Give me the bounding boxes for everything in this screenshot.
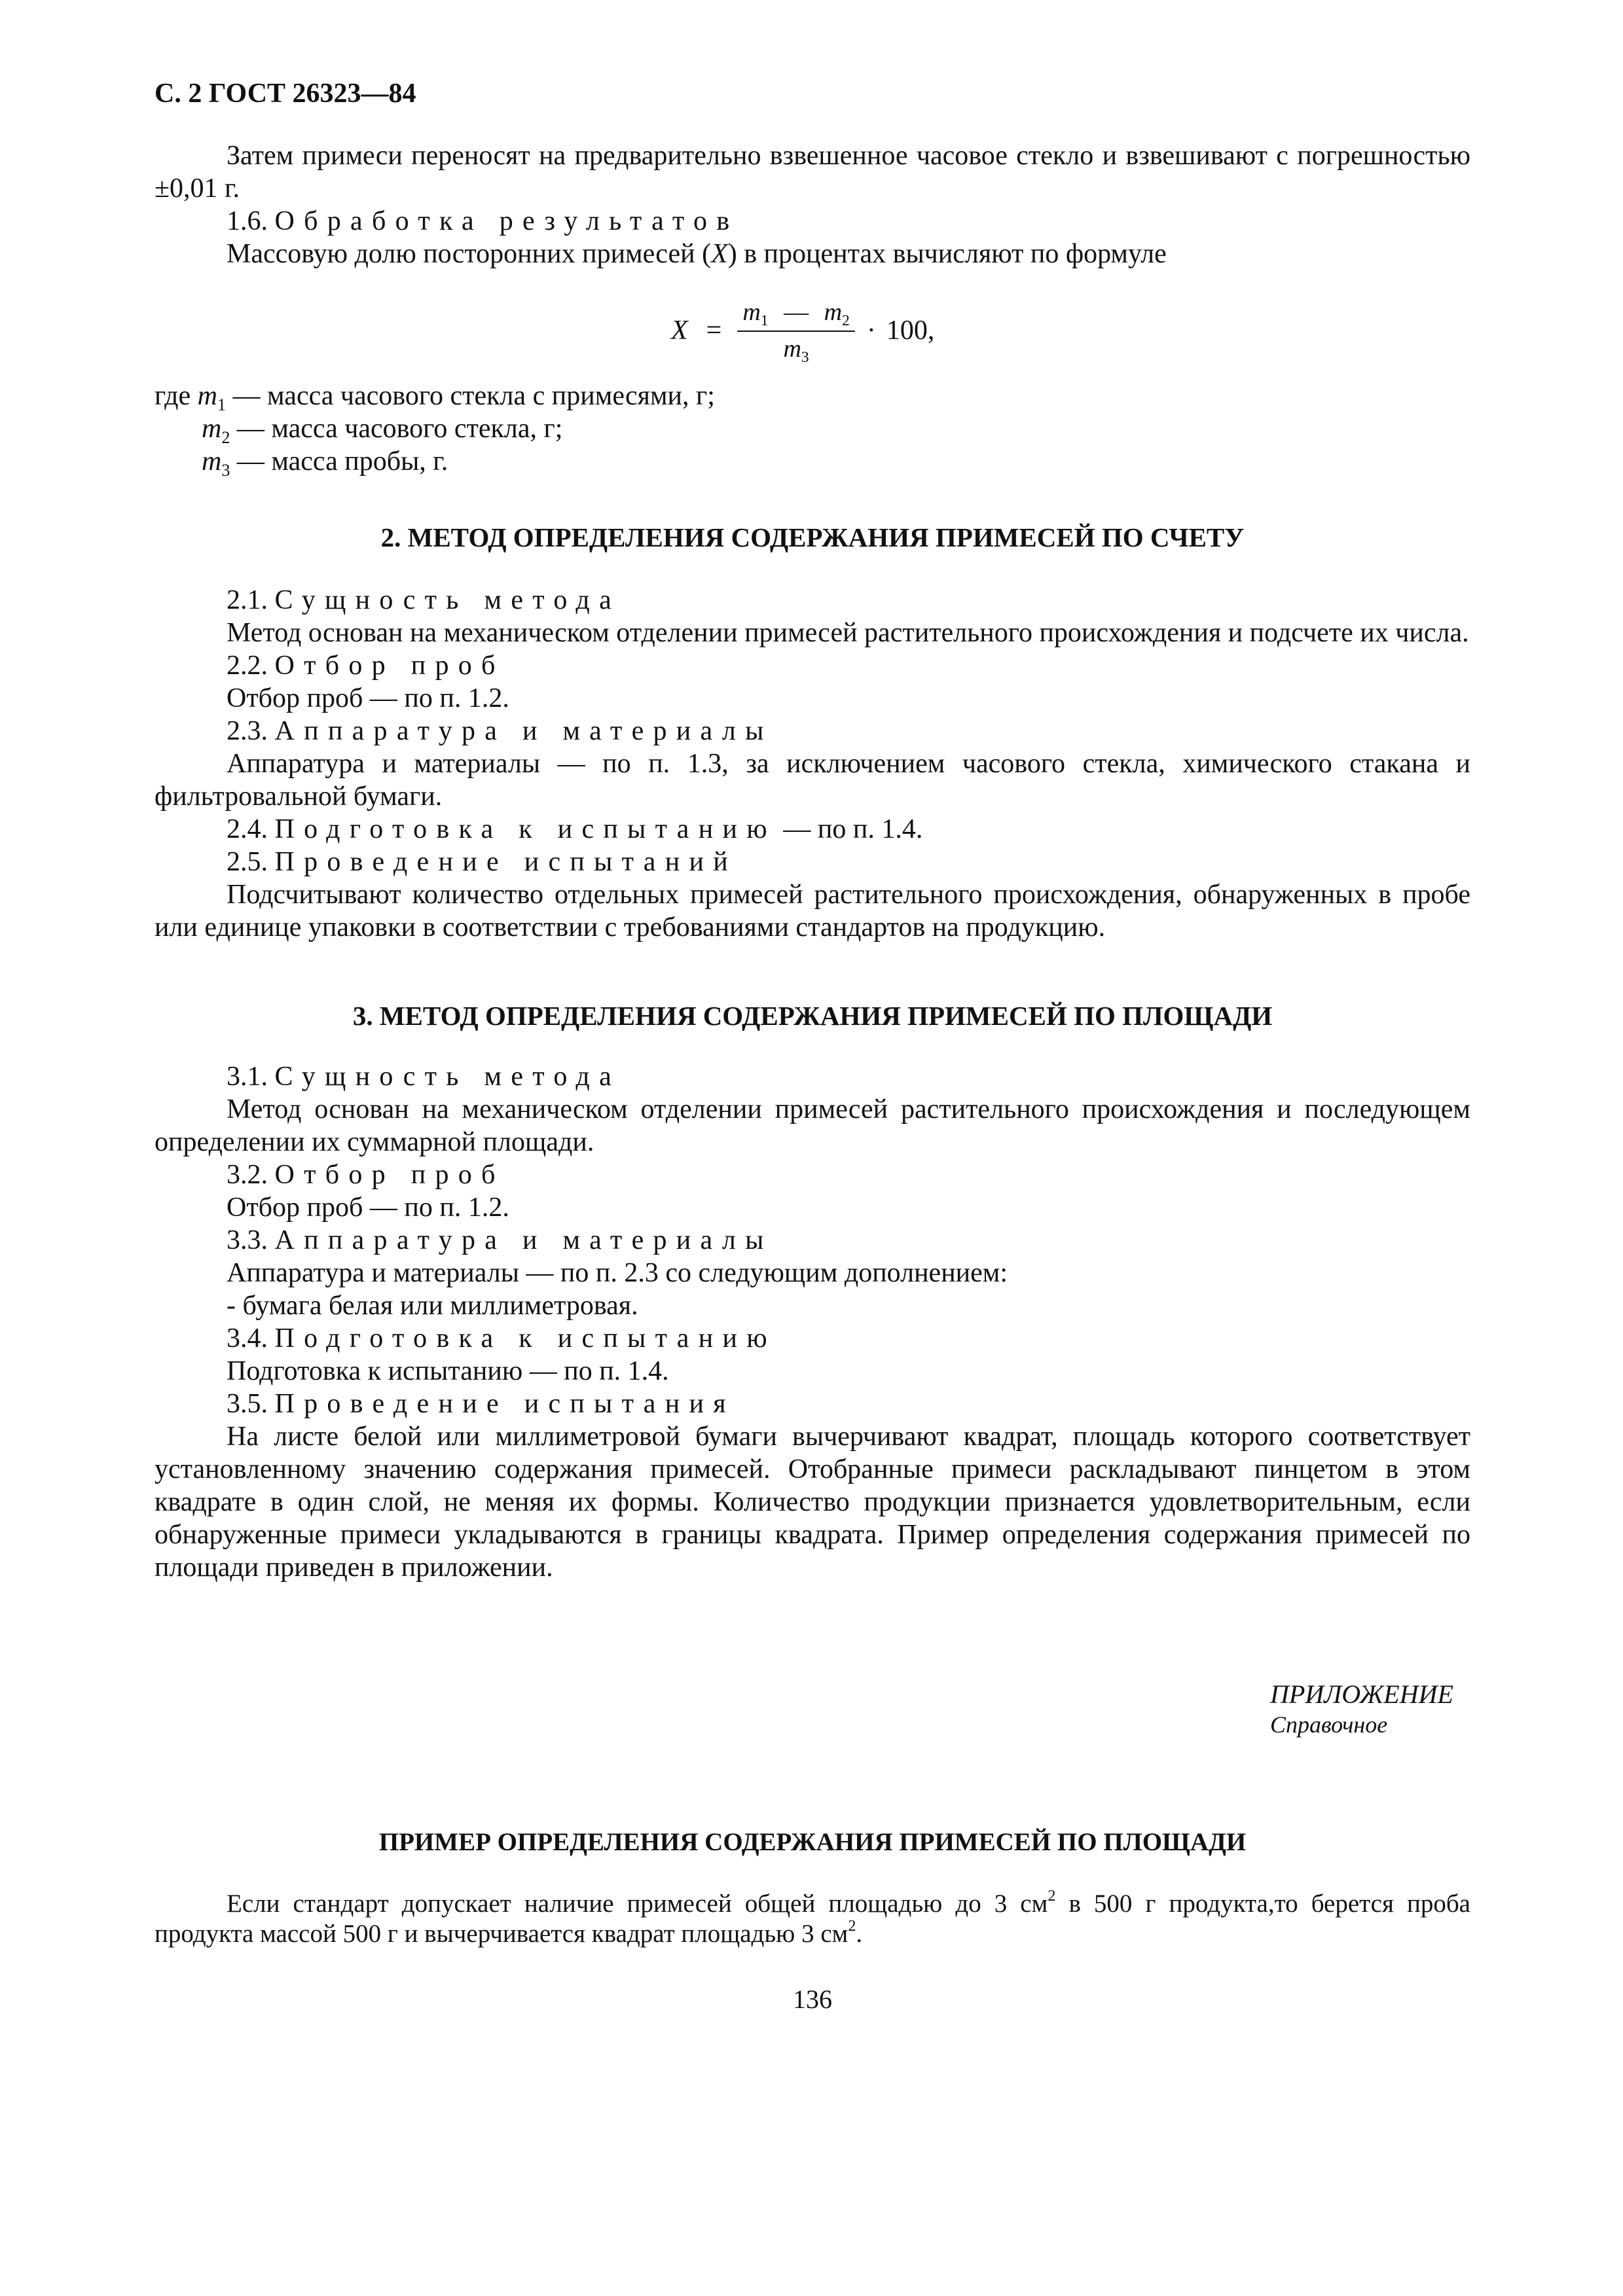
paragraph-2-3: Аппаратура и материалы — по п. 1.3, за исключением часового стекла, химического стакана и фильтровальной бумаги. — [155, 749, 1470, 812]
page-number-block — [155, 1983, 1470, 2016]
subheading-title: Сущность метода — [274, 585, 621, 615]
numerator-minus: — — [784, 298, 809, 326]
appendix-sup-1: 2 — [1048, 1887, 1056, 1905]
paragraph-3-2: Отбор проб — по п. 1.2. — [227, 1193, 509, 1223]
subheading-3-1 — [155, 1060, 1470, 1093]
appendix-heading-block — [155, 1826, 1470, 1859]
subheading-3-4 — [155, 1322, 1470, 1355]
subheading-1-6 — [155, 205, 1470, 238]
appendix-sup-2: 2 — [848, 1917, 856, 1935]
paragraph-2-2: Отбор проб — по п. 1.2. — [227, 683, 509, 713]
def-var: m — [197, 381, 217, 411]
appendix-label-block — [1270, 1679, 1453, 1739]
subheading-number: 3.4. — [227, 1323, 268, 1354]
section-heading: 3. МЕТОД ОПРЕДЕЛЕНИЯ СОДЕРЖАНИЯ ПРИМЕСЕЙ ПО ПЛОЩАДИ — [352, 1001, 1273, 1031]
subheading-title: Проведение испытаний — [274, 847, 737, 877]
subheading-title: Обработка результатов — [274, 206, 739, 236]
definition-m1 — [155, 380, 1470, 415]
subheading-title: Аппаратура и материалы — [274, 716, 773, 746]
appendix-text-c: . — [856, 1920, 863, 1948]
section-2-body — [155, 584, 1470, 944]
subheading-3-2 — [155, 1158, 1470, 1191]
paragraph-transfer: Затем примеси переносят на предварительно взвешенное часовое стекло и взвешивают с погрешностью ±0,01 г. — [155, 141, 1470, 204]
def-sub: 1 — [217, 395, 227, 415]
paragraph-3-1: Метод основан на механическом отделении примесей растительного происхождения и последующем определении их суммарной площади. — [155, 1094, 1470, 1157]
appendix-label: ПРИЛОЖЕНИЕ — [1270, 1679, 1453, 1709]
paragraph-3-3-item: - бумага белая или миллиметровая. — [227, 1291, 638, 1321]
header-text: С. 2 ГОСТ 26323—84 — [155, 79, 416, 109]
formula-tail: 100, — [886, 315, 935, 346]
intro-variable: X — [711, 239, 728, 269]
def-text: — масса пробы, г. — [230, 446, 448, 476]
definition-m3 — [155, 445, 1470, 478]
appendix-body — [155, 1889, 1470, 1949]
numerator-m1-sub: 1 — [760, 312, 769, 330]
formula — [671, 291, 934, 370]
where-label: где — [155, 381, 191, 411]
def-text: — масса часового стекла с примесями, г; — [226, 381, 715, 411]
formula-denominator — [783, 332, 809, 367]
definition-m2 — [155, 412, 1470, 448]
formula-lhs: X — [671, 315, 688, 346]
subheading-2-3 — [155, 715, 1470, 747]
appendix-text-b: в 500 г продукта,то берется проба продукта массой 500 г и вычерчивается квадрат площадью 3 см — [155, 1890, 1470, 1948]
numerator-m2: m — [824, 298, 843, 326]
subheading-2-2 — [155, 649, 1470, 682]
subheading-title: Проведение испытания — [274, 1389, 735, 1419]
appendix-paragraph — [155, 1889, 1470, 1949]
appendix-sublabel: Справочное — [1270, 1712, 1388, 1738]
paragraph-3-3: Аппаратура и материалы — по п. 2.3 со следующим дополнением: — [227, 1258, 1008, 1288]
subheading-number: 2.2. — [227, 651, 268, 681]
subheading-2-5 — [155, 846, 1470, 878]
subheading-tail: — по п. 1.4. — [776, 814, 923, 844]
section-3-body — [155, 1060, 1470, 1584]
intro-text-a: Массовую долю посторонних примесей ( — [227, 239, 712, 269]
intro-text-b: ) в процентах вычисляют по формуле — [727, 239, 1167, 269]
def-text: — масса часового стекла, г; — [230, 414, 563, 444]
subheading-title: Подготовка к испытанию — [274, 1323, 776, 1354]
subheading-2-4 — [155, 813, 1470, 846]
paragraph-2-5: Подсчитывают количество отдельных примесей растительного происхождения, обнаруженных в пробе или единице упаковки в соответствии с требованиями стандартов на продукцию. — [155, 880, 1470, 942]
paragraph-3-5: На листе белой или миллиметровой бумаги вычерчивают квадрат, площадь которого соответствует установленному значению содержания примесей. Отобранные примеси раскладывают пинцетом в этом квадрате в один слой, не меняя их формы. Количество продукции признается удовлетворительным, если обнаруженные примеси укладываются в границы квадрата. Пример определения содержания примесей по площади приведен в приложении. — [155, 1422, 1470, 1583]
appendix-heading: ПРИМЕР ОПРЕДЕЛЕНИЯ СОДЕРЖАНИЯ ПРИМЕСЕЙ ПО ПЛОЩАДИ — [378, 1828, 1247, 1856]
formula-numerator — [737, 298, 854, 332]
numerator-m2-sub: 2 — [842, 312, 850, 330]
appendix-text-a: Если стандарт допускает наличие примесей общей площадью до 3 см — [227, 1890, 1048, 1918]
section-2-heading — [155, 521, 1470, 554]
formula-fraction — [737, 298, 854, 367]
subheading-title: Подготовка к испытанию — [274, 814, 776, 844]
subheading-title: Сущность метода — [274, 1062, 621, 1092]
paragraph-formula-intro — [155, 238, 1470, 270]
section-1-continuation — [155, 139, 1470, 270]
section-heading: 2. МЕТОД ОПРЕДЕЛЕНИЯ СОДЕРЖАНИЯ ПРИМЕСЕЙ ПО СЧЕТУ — [380, 522, 1245, 552]
subheading-3-5 — [155, 1388, 1470, 1420]
running-header — [155, 77, 1470, 110]
paragraph-3-4: Подготовка к испытанию — по п. 1.4. — [227, 1356, 669, 1386]
def-var: m — [202, 446, 222, 476]
paragraph-2-1: Метод основан на механическом отделении примесей растительного происхождения и подсчете их числа. — [227, 618, 1469, 648]
subheading-title: Отбор проб — [274, 1160, 505, 1190]
def-sub: 3 — [221, 461, 230, 480]
formula-dot: · — [866, 315, 876, 346]
subheading-number: 3.5. — [227, 1389, 268, 1419]
subheading-number: 2.3. — [227, 716, 268, 746]
subheading-3-3 — [155, 1224, 1470, 1257]
subheading-number: 3.2. — [227, 1160, 268, 1190]
subheading-number: 1.6. — [227, 206, 268, 236]
subheading-2-1 — [155, 584, 1470, 617]
subheading-title: Аппаратура и материалы — [274, 1225, 773, 1255]
subheading-number: 2.4. — [227, 814, 268, 844]
def-var: m — [202, 414, 222, 444]
page-number: 136 — [793, 1984, 832, 2014]
denominator-m3-sub: 3 — [801, 349, 809, 367]
subheading-number: 2.5. — [227, 847, 268, 877]
formula-definitions — [155, 380, 1470, 478]
subheading-title: Отбор проб — [274, 651, 505, 681]
def-sub: 2 — [221, 428, 230, 448]
denominator-m3: m — [783, 335, 801, 363]
subheading-number: 2.1. — [227, 585, 268, 615]
numerator-m1: m — [742, 298, 761, 326]
section-3-heading — [155, 999, 1470, 1032]
formula-equals: = — [706, 315, 722, 346]
subheading-number: 3.3. — [227, 1225, 268, 1255]
subheading-number: 3.1. — [227, 1062, 268, 1092]
